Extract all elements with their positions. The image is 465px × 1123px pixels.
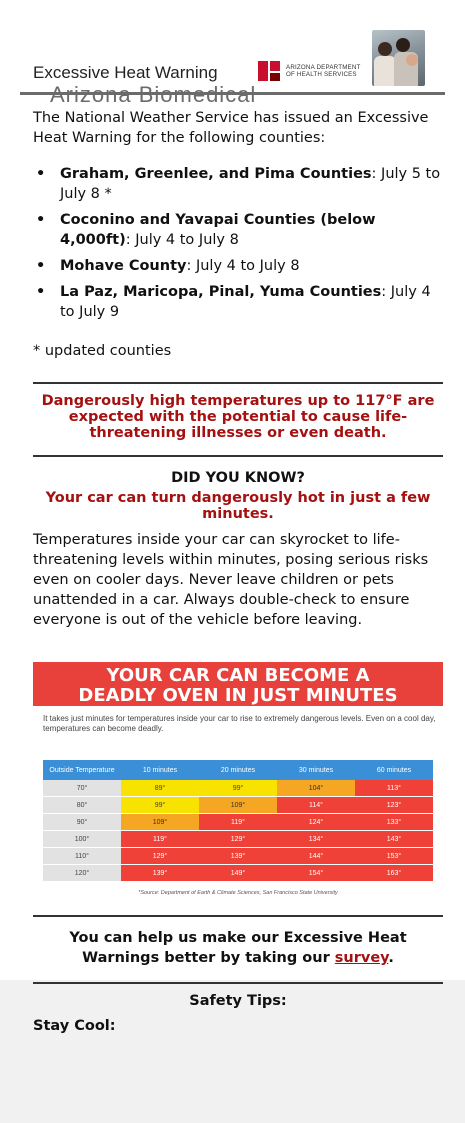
table-source: *Source: Department of Earth & Climate Sciences, San Francisco State University	[138, 890, 338, 896]
divider	[33, 915, 443, 917]
temp-cell: 123°	[355, 797, 433, 814]
footnote: * updated counties	[33, 343, 172, 359]
intro-text: The National Weather Service has issued an Excessive Heat Warning for the following counties:	[33, 110, 429, 146]
adhs-logo	[258, 58, 364, 84]
table-row	[43, 848, 433, 865]
temp-cell: 134°	[277, 831, 355, 848]
table-row	[43, 814, 433, 831]
heat-alert: Dangerously high temperatures up to 117°F are expected with the potential to cause life-threatening illnesses or even death.	[41, 393, 435, 441]
survey-link[interactable]: survey	[334, 950, 389, 966]
did-you-know-subtitle: Your car can turn dangerously hot in just a few minutes.	[45, 490, 431, 522]
family-photo	[372, 30, 425, 86]
temp-cell: 133°	[355, 814, 433, 831]
temp-cell: 129°	[199, 831, 277, 848]
table-row	[43, 780, 433, 797]
temp-cell: 99°	[199, 780, 277, 797]
outside-temp-cell: 80°	[43, 797, 121, 814]
temp-cell: 139°	[121, 865, 199, 882]
outside-temp-cell: 90°	[43, 814, 121, 831]
table-header-row	[43, 760, 433, 780]
survey-prompt: You can help us make our Excessive Heat Warnings better by taking our survey.	[69, 930, 407, 966]
county-list	[36, 164, 446, 328]
outside-temp-cell: 100°	[43, 831, 121, 848]
temp-cell: 153°	[355, 848, 433, 865]
bullet-icon: •	[36, 258, 46, 274]
adhs-logo-text: ARIZONA DEPARTMENT OF HEALTH SERVICES	[286, 64, 361, 78]
banner-ghost-text: Arizona Biomedical	[50, 82, 257, 107]
table-header-cell: 60 minutes	[355, 760, 433, 780]
temp-cell: 163°	[355, 865, 433, 882]
temp-cell: 113°	[355, 780, 433, 797]
did-you-know-body: Temperatures inside your car can skyrocket to life-threatening levels within minutes, posing serious risks even on cooler days. Never leave children or pets unattended in a car. Always double-check to ensure everyone is out of the vehicle before leaving.	[33, 532, 429, 628]
outside-temp-cell: 70°	[43, 780, 121, 797]
safety-tips-title: Safety Tips:	[189, 993, 287, 1009]
temp-cell: 129°	[121, 848, 199, 865]
temp-cell: 99°	[121, 797, 199, 814]
divider	[33, 455, 443, 457]
car-temperature-table	[43, 760, 433, 882]
list-item: • La Paz, Maricopa, Pinal, Yuma Counties: July 4 to July 9	[36, 284, 431, 320]
table-header-cell: 20 minutes	[199, 760, 277, 780]
table-header-cell: 10 minutes	[121, 760, 199, 780]
car-oven-description: It takes just minutes for temperatures inside your car to rise to extremely dangerous levels. Even on a cool day, temperatures can become deadly.	[43, 714, 436, 733]
temp-cell: 119°	[121, 831, 199, 848]
divider	[33, 982, 443, 984]
email-header	[0, 0, 465, 92]
banner-strip	[20, 82, 445, 107]
car-oven-banner: YOUR CAR CAN BECOME A DEADLY OVEN IN JUST MINUTES	[33, 662, 443, 706]
bullet-icon: •	[36, 166, 46, 182]
adhs-logo-icon	[258, 59, 282, 83]
bullet-icon: •	[36, 284, 46, 300]
temp-cell: 109°	[199, 797, 277, 814]
temp-cell: 124°	[277, 814, 355, 831]
temp-cell: 143°	[355, 831, 433, 848]
temp-cell: 104°	[277, 780, 355, 797]
table-row	[43, 831, 433, 848]
list-item: • Coconino and Yavapai Counties (below 4,000ft): July 4 to July 8	[36, 212, 376, 248]
temp-cell: 139°	[199, 848, 277, 865]
outside-temp-cell: 110°	[43, 848, 121, 865]
temp-cell: 89°	[121, 780, 199, 797]
temp-cell: 109°	[121, 814, 199, 831]
list-item: • Mohave County: July 4 to July 8	[36, 258, 300, 274]
outside-temp-cell: 120°	[43, 865, 121, 882]
divider	[33, 382, 443, 384]
header-title: Excessive Heat Warning	[33, 63, 218, 82]
table-header-cell: 30 minutes	[277, 760, 355, 780]
safety-tip-heading: Stay Cool:	[33, 1018, 116, 1034]
table-body	[43, 780, 433, 882]
temp-cell: 144°	[277, 848, 355, 865]
bullet-icon: •	[36, 212, 46, 228]
temp-cell: 119°	[199, 814, 277, 831]
table-header-cell: Outside Temperature	[43, 760, 121, 780]
temp-cell: 149°	[199, 865, 277, 882]
table-row	[43, 797, 433, 814]
temp-cell: 154°	[277, 865, 355, 882]
table-row	[43, 865, 433, 882]
did-you-know-title: DID YOU KNOW?	[171, 470, 305, 486]
list-item: • Graham, Greenlee, and Pima Counties: July 5 to July 8 *	[36, 166, 441, 202]
temp-cell: 114°	[277, 797, 355, 814]
